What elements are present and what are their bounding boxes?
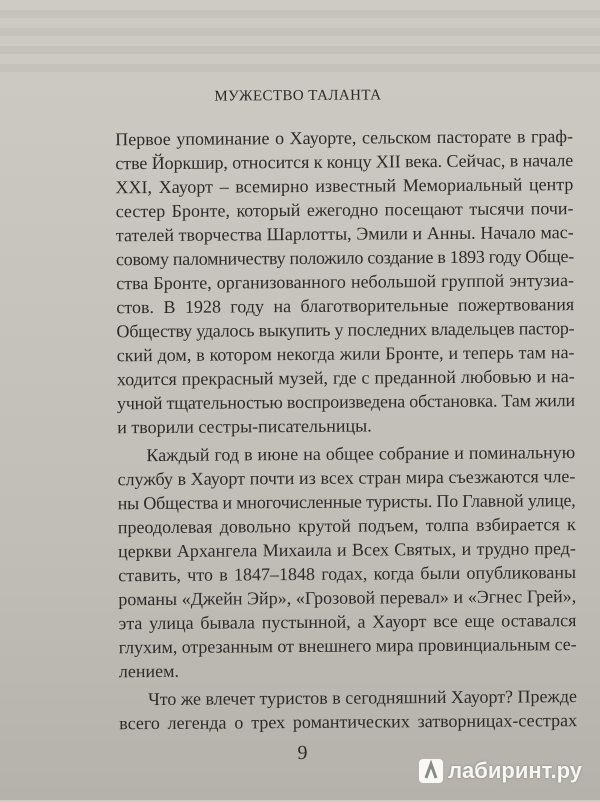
text-line: церкви Архангела Михаила и Всех Святых, и трудно пред- xyxy=(117,538,576,562)
text-line: глухим, отрезанным от внешнего мира провинциальным се- xyxy=(118,634,577,658)
text-line: лением. xyxy=(118,660,180,682)
text-line: службу в Хауорт почти из всех стран мира съезжаются чле- xyxy=(117,466,576,490)
watermark-text: лабиринт.ру xyxy=(448,758,582,783)
text-line: XXI, Хауорт – всемирно известный Мемориальный центр xyxy=(115,174,574,198)
text-line: Каждый год в июне на общее собрание и поминальную xyxy=(146,442,576,466)
text-line: тателей творчества Шарлотты, Эмили и Анны. Начало мас- xyxy=(115,222,574,246)
text-line: совому паломничеству положило создание в 1893 году Обще- xyxy=(115,246,574,270)
text-line: стве Йоркшир, относится к концу XII века. Сейчас, в начале xyxy=(115,150,574,174)
labirint-watermark xyxy=(418,758,582,784)
text-line: романы «Джейн Эйр», «Грозовой перевал» и «Эгнес Грей», xyxy=(118,586,577,610)
text-line: ны Общества и многочисленные туристы. По Главной улице, xyxy=(117,490,576,514)
page-number: 9 xyxy=(297,741,308,765)
text-line: всего легенда о трех романтических затворницах-сестрах xyxy=(119,710,578,734)
text-line: сестер Бронте, который ежегодно посещают тысячи почи- xyxy=(115,198,574,222)
text-line: стов. В 1928 году на благотворительные пожертвования xyxy=(116,294,575,318)
text-line: ставить, что в 1847–1848 годах, когда были опубликованы xyxy=(118,562,577,586)
text-line: преодолевая довольно крутой подъем, толпа взбирается к xyxy=(117,514,576,538)
text-line: ства Бронте, организованного небольшой группой энтузиа- xyxy=(116,270,575,294)
text-line: учной тщательностью воспроизведена обстановка. Там жили xyxy=(116,390,575,414)
labirint-logo-icon xyxy=(418,758,444,784)
text-line: эта улица бывала пустынной, а Хауорт все еще оставался xyxy=(118,610,577,634)
text-line: и творили сестры-писательницы. xyxy=(117,415,372,438)
text-line: Что же влечет туристов в сегодняшний Хауорт? Прежде xyxy=(148,686,577,710)
text-line: Обществу удалось выкупить у последних владельцев пастор- xyxy=(116,318,575,342)
text-line: ский дом, в котором некогда жили Бронте, и теперь там на- xyxy=(116,342,575,366)
text-line: Первое упоминание о Хауорте, сельском пасторате в граф- xyxy=(115,126,574,150)
chapter-heading: МУЖЕСТВО ТАЛАНТА xyxy=(214,87,382,105)
text-line: ходится прекрасный музей, где с преданной любовью и на- xyxy=(116,366,575,390)
